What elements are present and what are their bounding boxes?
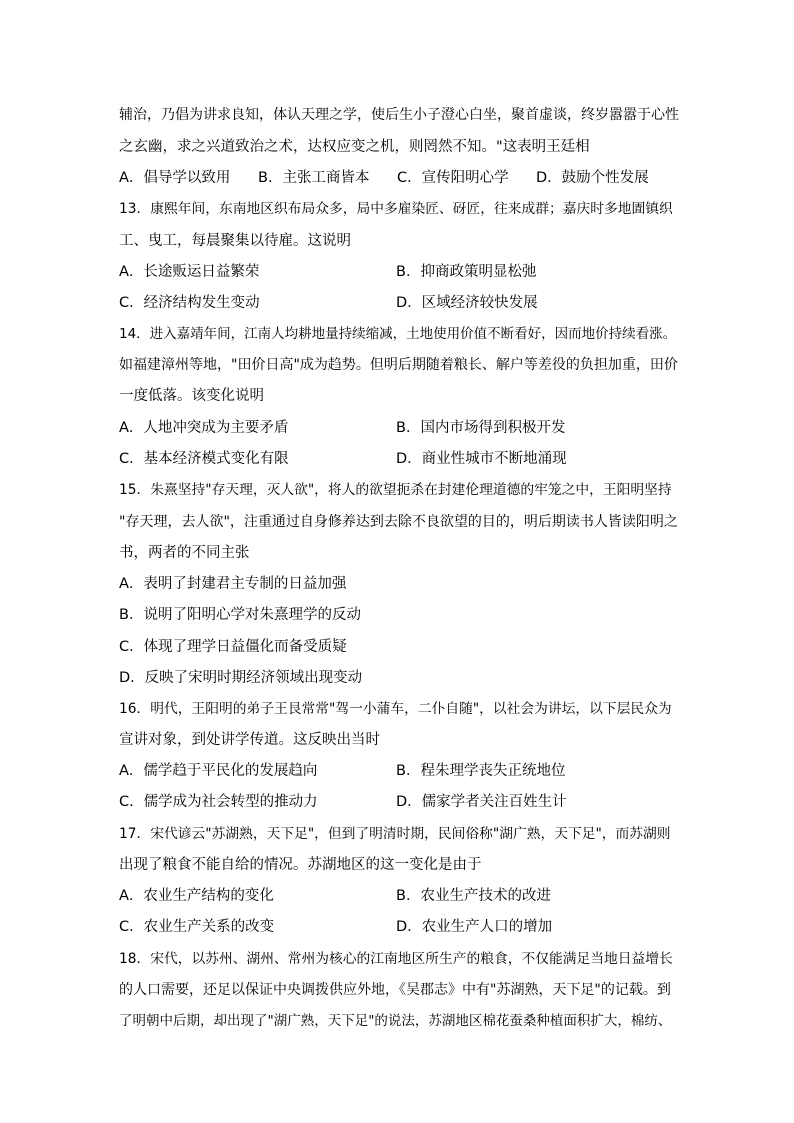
question-15-text-line-2: "存天理，去人欲"，注重通过自身修养达到去除不良欲望的目的，明后期读书人皆读阳明之	[119, 514, 678, 530]
question-16-option-d: D．儒家学者关注百姓生计	[396, 794, 567, 810]
question-12-option-c: C．宣传阳明心学	[397, 170, 509, 186]
question-14-option-d: D．商业性城市不断地涌现	[396, 451, 567, 467]
question-17-option-c: C．农业生产关系的改变	[119, 919, 275, 935]
question-18-text-line-1: 18．宋代，以苏州、湖州、常州为核心的江南地区所生产的粮食，不仅能满足当地日益增长	[119, 951, 673, 967]
question-16-text-line-1: 16．明代，王阳明的弟子王艮常常"驾一小蒲车，二仆自随"，以社会为讲坛，以下层民众为	[119, 701, 672, 717]
question-14-options-row-2	[119, 449, 719, 469]
question-13-options-row-2	[119, 293, 719, 313]
question-14-option-b: B．国内市场得到积极开发	[396, 420, 566, 436]
question-13-options-row-1	[119, 262, 719, 282]
question-12-text-line-1: 辅治，乃倡为讲求良知，体认天理之学，使后生小子澄心白坐，聚首虚谈，终岁嚣嚣于心性	[119, 107, 679, 123]
question-14-option-c: C．基本经济模式变化有限	[119, 451, 289, 467]
question-13-option-a: A．长途贩运日益繁荣	[119, 264, 260, 280]
question-15-option-d: D．反映了宋明时期经济领域出现变动	[119, 670, 363, 686]
question-18-text-line-2: 的人口需要，还足以保证中央调拨供应外地，《吴郡志》中有"苏湖熟，天下足"的记载。到	[119, 982, 671, 998]
question-16-options-row-2	[119, 792, 719, 812]
question-15-text-line-3: 书，两者的不同主张	[119, 545, 250, 561]
question-12-option-d: D．鼓励个性发展	[536, 170, 649, 186]
question-14-option-a: A．人地冲突成为主要矛盾	[119, 420, 289, 436]
question-17-text-line-1: 17．宋代谚云"苏湖熟，天下足"，但到了明清时期，民间俗称"湖广熟，天下足"，而苏湖则	[119, 826, 671, 842]
question-16-option-c: C．儒学成为社会转型的推动力	[119, 794, 318, 810]
question-13-option-d: D．区域经济较快发展	[396, 295, 538, 311]
question-13-option-c: C．经济结构发生变动	[119, 295, 260, 311]
question-14-text-line-1: 14．进入嘉靖年间，江南人均耕地量持续缩减，土地使用价值不断看好，因而地价持续看涨。	[119, 326, 677, 342]
question-15-option-a: A．表明了封建君主专制的日益加强	[119, 576, 347, 592]
question-15-option-b: B．说明了阳明心学对朱熹理学的反动	[119, 607, 361, 623]
question-14-text-line-2: 如福建漳州等地，"田价日高"成为趋势。但明后期随着粮长、解户等差役的负担加重，田价	[119, 357, 678, 373]
question-17-option-d: D．农业生产人口的增加	[396, 919, 553, 935]
question-17-option-a: A．农业生产结构的变化	[119, 888, 274, 904]
question-16-text-line-2: 宣讲对象，到处讲学传道。这反映出当时	[119, 732, 380, 748]
question-13-text-line-1: 13．康熙年间，东南地区织布局众多，局中多雇染匠、砑匠，往来成群；嘉庆时多地圊镇织	[119, 201, 673, 217]
question-17-option-b: B．农业生产技术的改进	[396, 888, 551, 904]
question-12-text-line-2: 之玄幽，求之兴道致治之术，达权应变之机，则罔然不知。"这表明王廷相	[119, 139, 590, 155]
question-13-text-line-2: 工、曳工，每晨聚集以待雇。这说明	[119, 233, 351, 249]
question-12-options	[119, 168, 719, 188]
question-15-text-line-1: 15．朱熹坚持"存天理，灭人欲"，将人的欲望扼杀在封建伦理道德的牢笼之中，王阳明坚持	[119, 482, 672, 498]
question-12-option-a: A．倡导学以致用	[119, 170, 231, 186]
question-18-text-line-3: 了明朝中后期，却出现了"湖广熟，天下足"的说法，苏湖地区棉花蚕桑种植面积扩大，棉纺、	[119, 1013, 672, 1029]
question-14-options-row-1	[119, 418, 719, 438]
question-17-text-line-2: 出现了粮食不能自给的情况。苏湖地区的这一变化是由于	[119, 857, 482, 873]
question-13-option-b: B．抑商政策明显松弛	[396, 264, 537, 280]
question-15-option-c: C．体现了理学日益僵化而备受质疑	[119, 639, 347, 655]
question-14-text-line-3: 一度低落。该变化说明	[119, 388, 264, 404]
question-12-option-b: B．主张工商皆本	[258, 170, 370, 186]
question-17-options-row-1	[119, 886, 719, 906]
question-16-option-a: A．儒学趋于平民化的发展趋向	[119, 763, 318, 779]
question-16-option-b: B．程朱理学丧失正统地位	[396, 763, 566, 779]
question-16-options-row-1	[119, 761, 719, 781]
question-17-options-row-2	[119, 917, 719, 937]
